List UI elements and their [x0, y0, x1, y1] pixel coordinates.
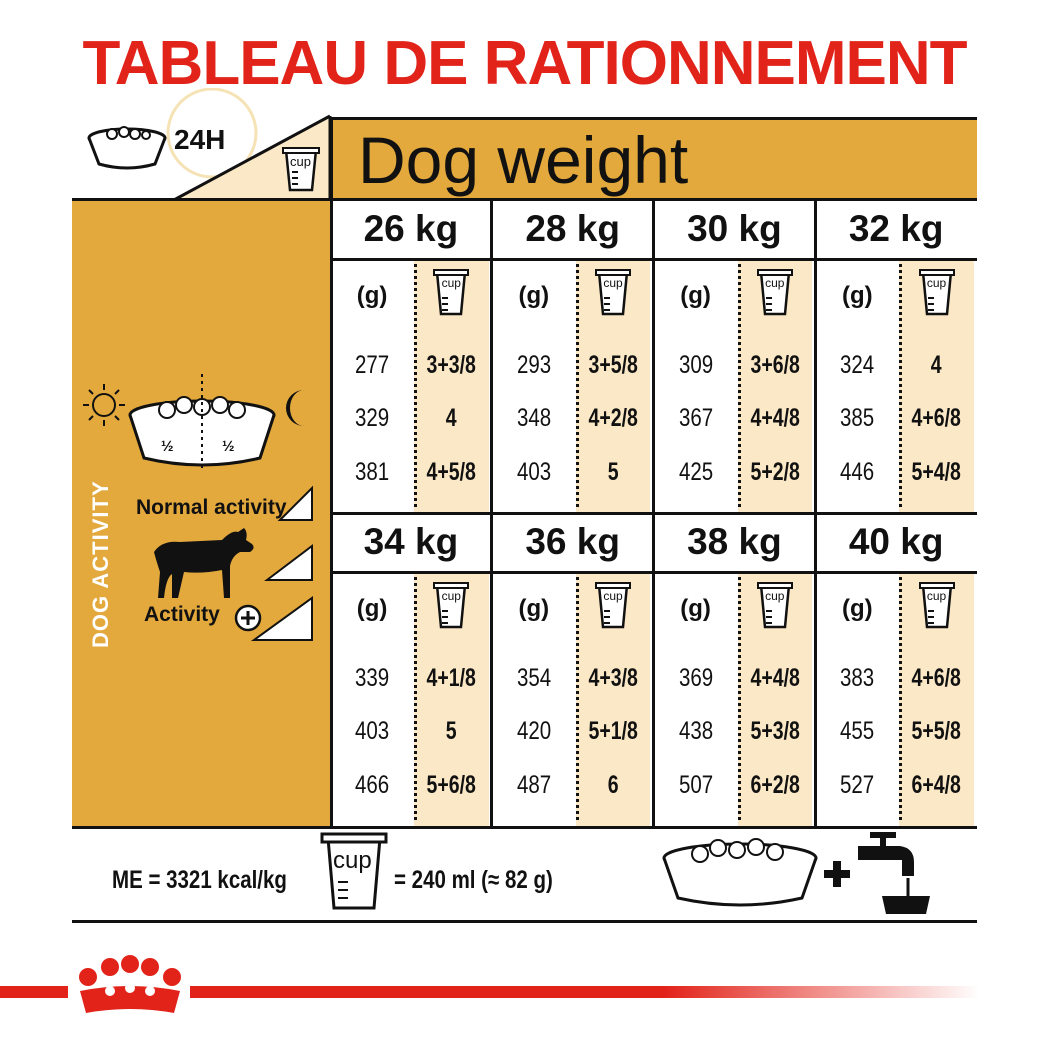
- weight-header-border: [815, 258, 977, 261]
- grams-unit-label: (g): [841, 282, 873, 309]
- period-label: 24H: [174, 124, 226, 155]
- grams-unit-label: (g): [356, 282, 388, 309]
- weight-table: [492, 200, 654, 513]
- grams-value: 385: [840, 404, 875, 432]
- column-divider: [414, 264, 417, 507]
- page-title: TABLEAU DE RATIONNEMENT: [82, 29, 967, 98]
- footer-bowl-water-graphic: [660, 826, 960, 920]
- weight-label: 28 kg: [525, 208, 620, 249]
- cup-value: 3+3/8: [426, 351, 476, 379]
- cup-value: 4: [931, 351, 942, 379]
- moon-icon: [286, 390, 304, 426]
- grams-value: 381: [354, 458, 390, 486]
- dog-activity-label: DOG ACTIVITY: [88, 480, 113, 648]
- grams-value: 455: [840, 717, 875, 745]
- grams-value: 420: [516, 717, 551, 745]
- grams-value: 309: [678, 351, 713, 379]
- column-divider: [738, 577, 741, 820]
- plus-icon: [824, 861, 850, 887]
- bowl-half-icon: [130, 374, 274, 468]
- grams-value: 527: [840, 771, 875, 799]
- cup-unit-label: cup: [926, 276, 947, 290]
- half-left-label: ½: [161, 438, 174, 455]
- normal-activity-label: Normal activity: [136, 496, 287, 519]
- weight-table: [330, 200, 492, 513]
- weight-table: [815, 200, 977, 513]
- cup-value: 3+6/8: [750, 351, 800, 379]
- bowl-full-icon: [664, 839, 816, 905]
- cup-value: 6+4/8: [911, 771, 962, 799]
- grams-value: 354: [516, 664, 551, 692]
- cup-value: 6: [607, 771, 619, 799]
- weight-table: [654, 513, 816, 826]
- activity-plus-label: Activity: [144, 603, 220, 626]
- weight-header-border: [815, 571, 977, 574]
- cup-unit-label: cup: [765, 589, 785, 603]
- plus-circle-icon: [236, 606, 260, 630]
- cup-value: 4+1/8: [426, 664, 476, 692]
- weight-table: [815, 513, 977, 826]
- grams-value: 324: [840, 351, 875, 379]
- grams-unit-label: (g): [841, 595, 873, 622]
- cup-value: 6+2/8: [750, 771, 800, 799]
- row-block-border: [492, 512, 654, 515]
- cup-value: 4+4/8: [750, 404, 800, 432]
- column-divider: [414, 577, 417, 820]
- weight-header-border: [330, 571, 492, 574]
- weight-label: 34 kg: [363, 521, 459, 562]
- cup-value: 5+2/8: [750, 458, 800, 486]
- cup-value: 5+3/8: [750, 717, 800, 745]
- grams-value: 329: [354, 404, 390, 432]
- brand-line-right: [190, 986, 980, 998]
- cup-unit-label: cup: [441, 276, 461, 290]
- weight-table: [654, 200, 816, 513]
- weight-table: [330, 513, 492, 826]
- activity-level-3-icon: [254, 598, 312, 640]
- grams-value: 403: [516, 458, 551, 486]
- column-divider: [738, 264, 741, 507]
- grams-unit-label: (g): [680, 282, 711, 309]
- cup-value: 4+2/8: [588, 404, 638, 432]
- cup-value: 3+5/8: [588, 351, 638, 379]
- grams-value: 367: [678, 404, 713, 432]
- column-divider: [576, 264, 579, 507]
- cup-value: 4+6/8: [911, 404, 962, 432]
- sun-icon: [83, 384, 125, 426]
- weight-label: 32 kg: [848, 208, 944, 249]
- grams-unit-label: (g): [518, 282, 550, 309]
- weight-header-border: [492, 571, 654, 574]
- grams-value: 339: [354, 664, 390, 692]
- grams-value: 487: [516, 771, 551, 799]
- weight-header-border: [492, 258, 654, 261]
- weight-label: 26 kg: [363, 208, 459, 249]
- cup-unit-label: cup: [926, 589, 947, 603]
- row-block-border: [330, 512, 492, 515]
- dog-weight-label: Dog weight: [358, 123, 689, 197]
- activity-level-2-icon: [267, 546, 312, 580]
- weight-label: 30 kg: [687, 208, 782, 249]
- grams-value: 277: [354, 351, 390, 379]
- dog-silhouette-icon: [154, 528, 254, 598]
- grams-value: 369: [678, 664, 713, 692]
- weight-header-border: [330, 258, 492, 261]
- cup-value: 4+6/8: [911, 664, 962, 692]
- weight-label: 40 kg: [848, 521, 944, 562]
- cup-value: 5+6/8: [426, 771, 476, 799]
- cup-value: 5+5/8: [911, 717, 962, 745]
- row-block-border: [654, 512, 816, 515]
- cup-value: 5+1/8: [588, 717, 638, 745]
- grams-value: 383: [840, 664, 875, 692]
- column-divider: [899, 264, 902, 507]
- footer-bottom-border: [72, 920, 977, 923]
- cup-value: 4: [445, 404, 457, 432]
- half-right-label: ½: [222, 438, 235, 455]
- column-divider: [576, 577, 579, 820]
- energy-label: ME = 3321 kcal/kg: [112, 866, 287, 894]
- cup-value: 5+4/8: [911, 458, 962, 486]
- brand-line-left: [0, 986, 68, 998]
- weight-header-border: [654, 571, 816, 574]
- cup-header-label: cup: [290, 154, 311, 169]
- grams-value: 403: [354, 717, 390, 745]
- cup-value: 4+3/8: [588, 664, 638, 692]
- cup-unit-label: cup: [603, 276, 623, 290]
- grams-unit-label: (g): [356, 595, 388, 622]
- column-divider: [899, 577, 902, 820]
- weight-label: 38 kg: [687, 521, 782, 562]
- water-tap-icon: [858, 832, 930, 914]
- cup-unit-label: cup: [441, 589, 461, 603]
- ration-table: [330, 200, 977, 826]
- table-left-border: [330, 117, 333, 826]
- weight-header-border: [654, 258, 816, 261]
- grams-value: 438: [678, 717, 713, 745]
- cup-value: 5: [607, 458, 619, 486]
- royal-canin-crown-logo: [70, 955, 190, 1019]
- row-block-border: [815, 512, 977, 515]
- grams-unit-label: (g): [680, 595, 711, 622]
- dog-weight-header: [330, 117, 977, 199]
- grams-value: 466: [354, 771, 390, 799]
- cup-value: 5: [445, 717, 457, 745]
- cup-value: 4+5/8: [426, 458, 476, 486]
- cup-large-label: cup: [333, 847, 372, 874]
- bowl-small-icon: [89, 127, 165, 168]
- cup-unit-label: cup: [765, 276, 785, 290]
- cup-equivalence: = 240 ml (≈ 82 g): [394, 866, 553, 894]
- weight-label: 36 kg: [525, 521, 620, 562]
- grams-value: 425: [678, 458, 713, 486]
- grams-value: 293: [516, 351, 551, 379]
- grams-value: 348: [516, 404, 551, 432]
- grams-value: 507: [678, 771, 713, 799]
- cup-unit-label: cup: [603, 589, 623, 603]
- weight-table: [492, 513, 654, 826]
- grams-value: 446: [840, 458, 875, 486]
- cup-value: 4+4/8: [750, 664, 800, 692]
- header-bottom-border: [72, 198, 977, 201]
- grams-unit-label: (g): [518, 595, 550, 622]
